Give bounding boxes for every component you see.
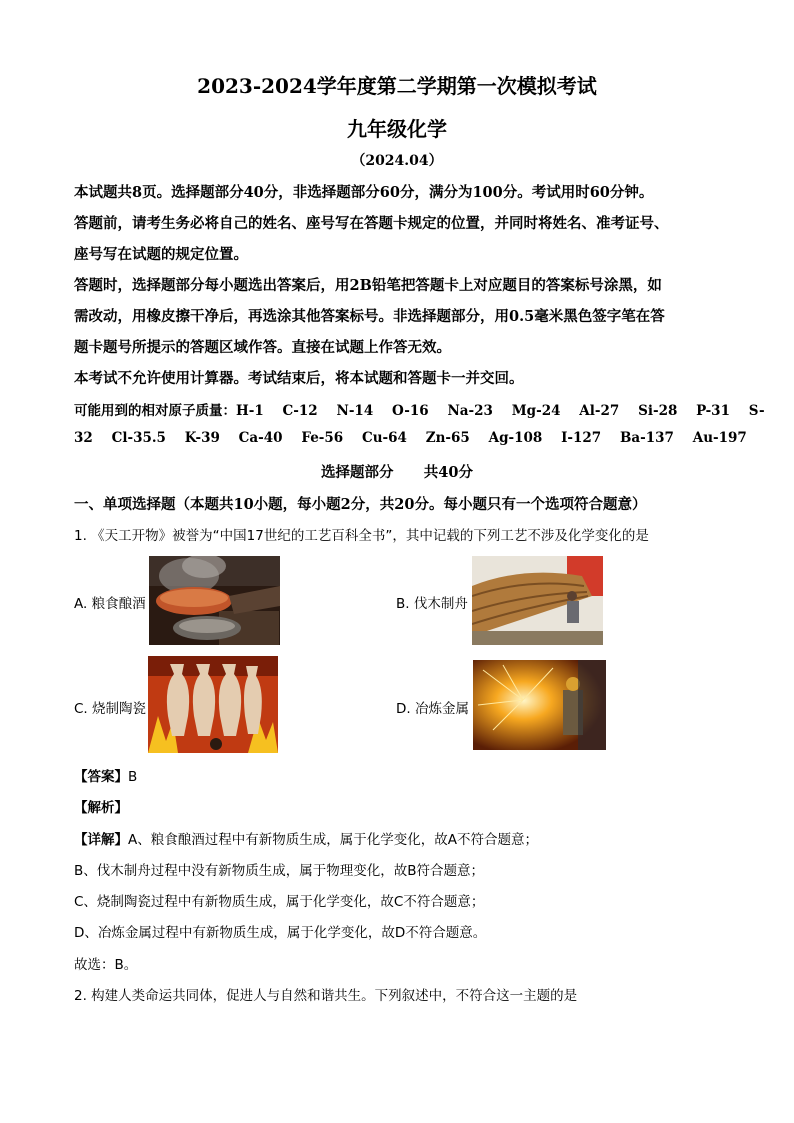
exam-date: （2024.04）	[351, 153, 443, 169]
metal-smelting-image	[473, 660, 606, 750]
atomic-mass-line: 32 Cl-35.5 K-39 Ca-40 Fe-56 Cu-64 Zn-65 Ag-108 I-127 Ba-137 Au-197	[74, 430, 747, 446]
instruction-line: 题卡题号所提示的答题区域作答。直接在试题上作答无效。	[74, 339, 451, 356]
boat-building-image	[472, 556, 603, 645]
answer-tag: 【答案】	[74, 769, 128, 785]
option-c-label: C. 烧制陶瓷	[74, 701, 147, 717]
answer-line	[74, 765, 137, 785]
detail-line: C、烧制陶瓷过程中有新物质生成，属于化学变化，故C不符合题意；	[74, 894, 485, 910]
detail-line: B、伐木制舟过程中没有新物质生成，属于物理变化，故B符合题意；	[74, 863, 485, 879]
question-1-stem: 1. 《天工开物》被誉为“中国17世纪的工艺百科全书”，其中记载的下列工艺不涉及化学变化的是	[74, 528, 649, 544]
option-a-label: A. 粮食酿酒	[74, 596, 146, 612]
ceramics-image	[148, 656, 278, 753]
instruction-line: 本试题共8页。选择题部分40分，非选择题部分60分，满分为100分。考试用时60分钟。	[74, 184, 654, 201]
detail-line: 【详解】A、粮食酿酒过程中有新物质生成，属于化学变化，故A不符合题意；	[74, 832, 538, 848]
instruction-line: 需改动，用橡皮擦干净后，再选涂其他答案标号。非选择题部分，用0.5毫米黑色签字笔在答	[74, 308, 665, 325]
instruction-line: 答题时，选择题部分每小题选出答案后，用2B铅笔把答题卡上对应题目的答案标号涂黑，如	[74, 277, 662, 294]
instruction-line: 本考试不允许使用计算器。考试结束后，将本试题和答题卡一并交回。	[74, 370, 524, 387]
answer-value: B	[128, 769, 138, 785]
detail-tag: 【详解】	[74, 832, 128, 848]
question-2-stem: 2. 构建人类命运共同体，促进人与自然和谐共生。下列叙述中，不符合这一主题的是	[74, 988, 578, 1004]
atomic-mass-line: 可能用到的相对原子质量：H-1 C-12 N-14 O-16 Na-23 Mg-24 Al-27 Si-28 P-31 S-	[74, 403, 765, 419]
conclusion-line: 故选：B。	[74, 957, 138, 973]
option-b-label: B. 伐木制舟	[396, 596, 468, 612]
analysis-tag: 【解析】	[74, 800, 128, 816]
exam-title: 2023-2024学年度第二学期第一次模拟考试	[197, 74, 597, 98]
brewing-image	[149, 556, 280, 645]
detail-line: D、冶炼金属过程中有新物质生成，属于化学变化，故D不符合题意。	[74, 925, 487, 941]
instruction-line: 座号写在试题的规定位置。	[74, 246, 248, 263]
exam-subtitle: 九年级化学	[347, 117, 447, 141]
option-d-label: D. 冶炼金属	[396, 701, 469, 717]
part-title: 一、单项选择题（本题共10小题，每小题2分，共20分。每小题只有一个选项符合题意）	[74, 496, 647, 513]
instruction-line: 答题前，请考生务必将自己的姓名、座号写在答题卡规定的位置，并同时将姓名、准考证号、	[74, 215, 669, 232]
section-title: 选择题部分 共40分	[321, 464, 473, 481]
